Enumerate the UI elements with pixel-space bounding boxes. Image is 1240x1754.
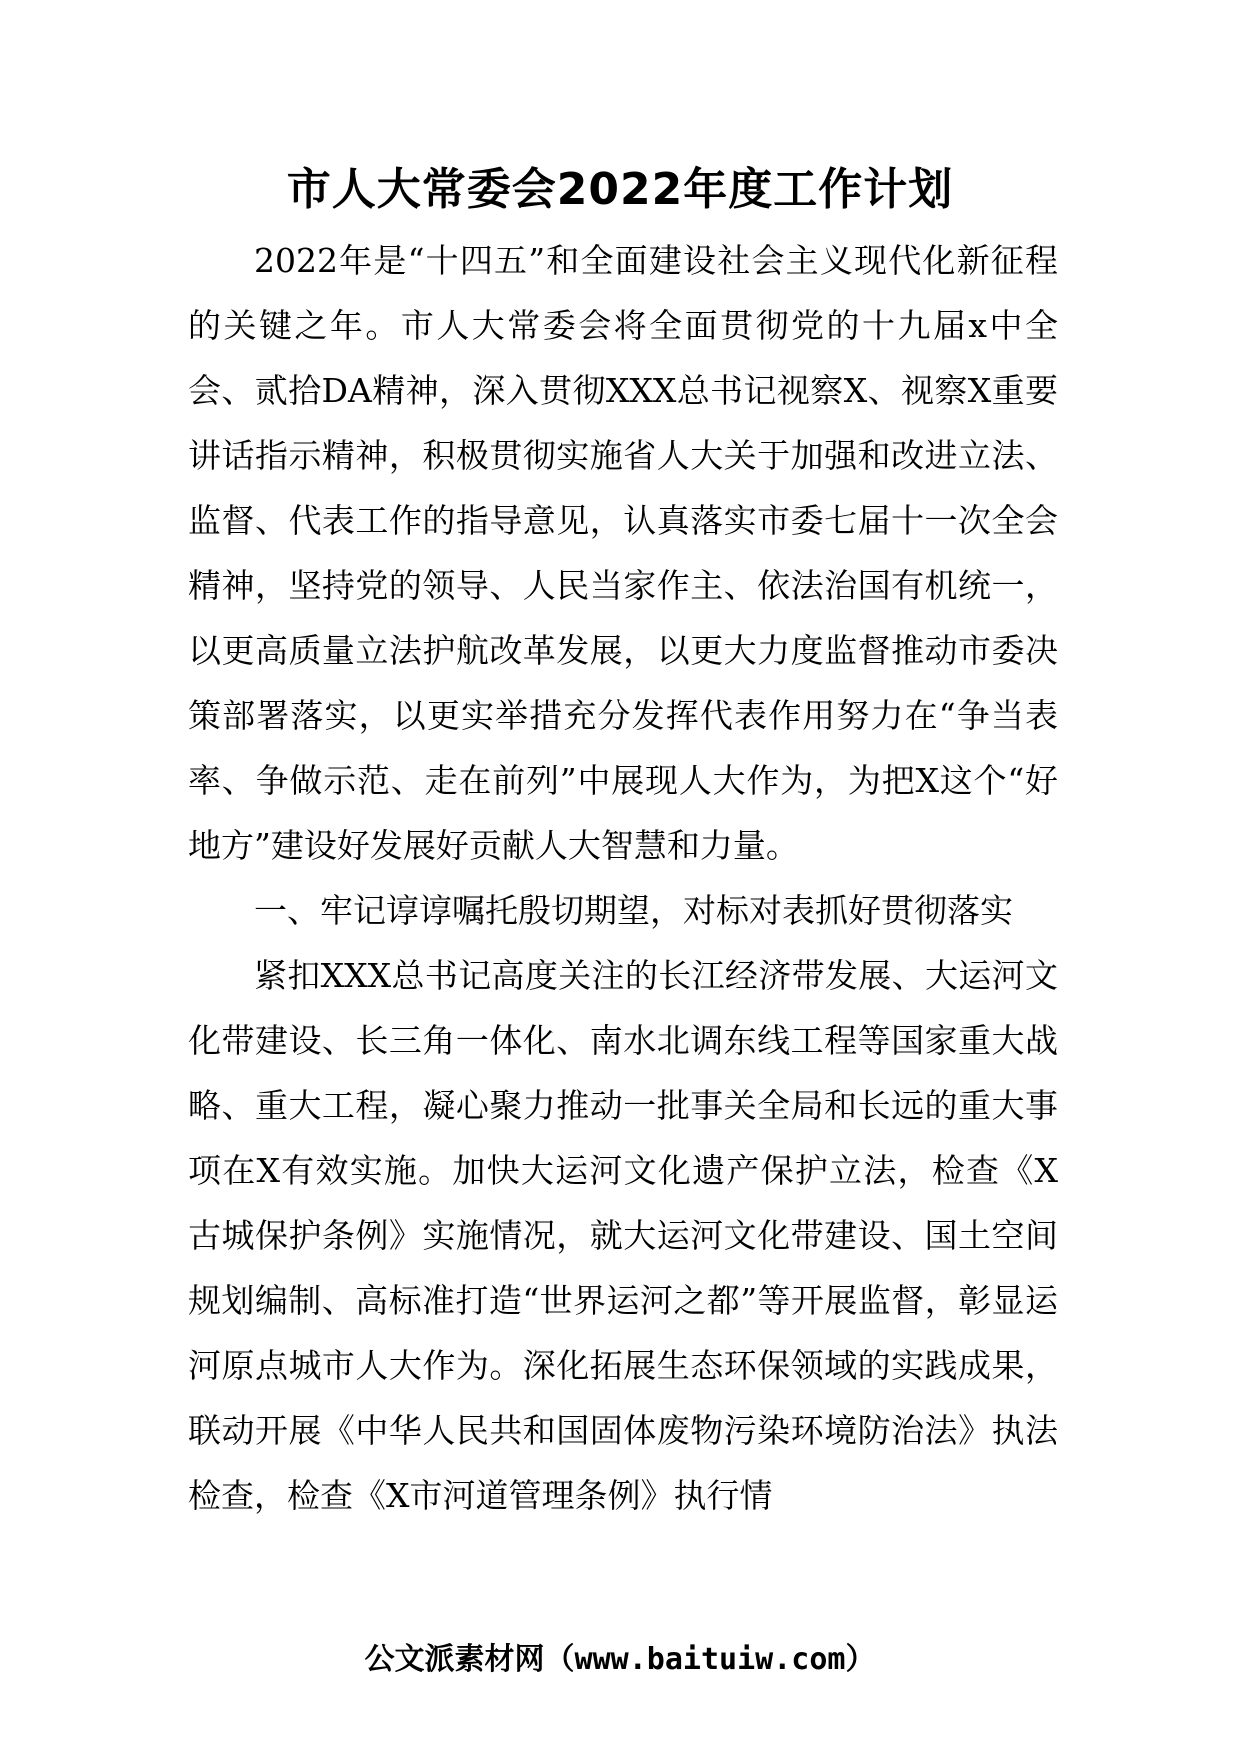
- document-title: 市人大常委会2022年度工作计划: [286, 164, 954, 215]
- section-heading: 一、牢记谆谆嘱托殷切期望，对标对表抓好贯彻落实: [254, 891, 1013, 930]
- intro-paragraph: 2022年是“十四五”和全面建设社会主义现代化新征程的关键之年。市人大常委会将全面贯彻党的十九届x中全会、贰拾DA精神，深入贯彻XXX总书记视察X、视察X重要讲话指示精神，积极贯彻实施省人大关于加强和改进立法、监督、代表工作的指导意见，认真落实市委七届十一次全会精神，坚持党的领导、人民当家作主、依法治国有机统一，以更高质量立法护航改革发展，以更大力度监督推动市委决策部署落实，以更实举措充分发挥代表作用努力在“争当表率、争做示范、走在前列”中展现人大作为，为把X这个“好地方”建设好发展好贡献人大智慧和力量。: [188, 241, 1058, 865]
- footer-watermark: 公文派素材网（www.baituiw.com）: [364, 1642, 876, 1677]
- section-paragraph: 紧扣XXX总书记高度关注的长江经济带发展、大运河文化带建设、长三角一体化、南水北调东线工程等国家重大战略、重大工程，凝心聚力推动一批事关全局和长远的重大事项在X有效实施。加快大运河文化遗产保护立法，检查《X古城保护条例》实施情况，就大运河文化带建设、国土空间规划编制、高标准打造“世界运河之都”等开展监督，彰显运河原点城市人大作为。深化拓展生态环保领域的实践成果，联动开展《中华人民共和国固体废物污染环境防治法》执法检查，检查《X市河道管理条例》执行情: [188, 956, 1058, 1515]
- document-body: [188, 228, 1058, 1528]
